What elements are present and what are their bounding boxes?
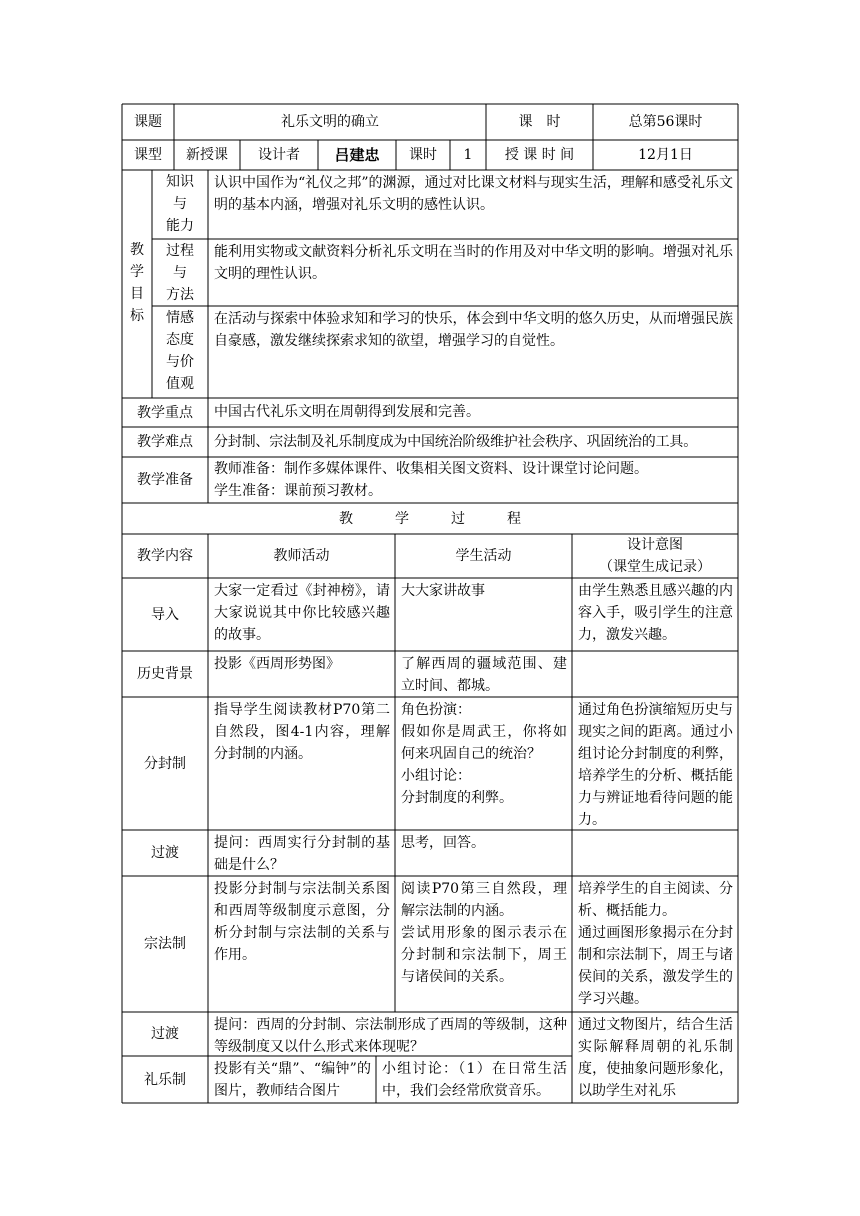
time-value: 12月1日 [638, 147, 693, 163]
process-title: 教 学 过 程 [339, 510, 521, 527]
table-row-student: 阅读P70第三自然段，理解宗法制的内涵。 尝试用形象的图示表示在分封制和宗法制下，周王与诸侯间的关系。 [401, 881, 567, 985]
table-row-teacher: 投影《西周形势图》 [214, 656, 340, 672]
column-header-student: 学生活动 [455, 548, 512, 564]
goal-name-emotion: 情感 态度 与价 值观 [166, 310, 194, 392]
column-header-teacher: 教师活动 [273, 548, 330, 564]
goal-text-process: 能利用实物或文献资料分析礼乐文明在当时的作用及对中华文明的影响。增强对礼乐文明的理性认识。 [214, 244, 733, 282]
table-row-student: 角色扮演： 假如你是周武王，你将如何来巩固自己的统治？ 小组讨论： 分封制度的利弊。 [401, 702, 567, 806]
table-row-merged: 提问：西周的分封制、宗法制形成了西周的等级制，这种等级制度又以什么形式来体现呢？ [214, 1017, 567, 1055]
table-row-teacher: 提问：西周实行分封制的基础是什么？ [214, 835, 390, 873]
table-row-student: 思考，回答。 [401, 835, 485, 851]
table-row-intent: 培养学生的自主阅读、分析、概括能力。 通过画图形象揭示在分封制和宗法制下，周王与诸侯间的关系，激发学生的学习兴趣。 [578, 881, 733, 1007]
key-point-text: 中国古代礼乐文明在周朝得到发展和完善。 [214, 404, 480, 420]
type-value: 新授课 [186, 147, 228, 163]
column-header-intent: 设计意图 （课堂生成记录） [599, 537, 711, 575]
preparation-label: 教学准备 [137, 472, 193, 488]
table-row-intent: 由学生熟悉且感兴趣的内容入手，吸引学生的注意力，激发兴趣。 [578, 583, 733, 643]
table-row-content: 历史背景 [137, 666, 193, 682]
goal-name-process: 过程 与 方法 [166, 243, 194, 303]
table-row-student: 大大家讲故事 [401, 583, 485, 599]
difficulty-label: 教学难点 [137, 434, 193, 450]
table-row-content: 过渡 [151, 845, 179, 861]
hours-label: 课时 [409, 147, 437, 163]
goal-name-knowledge: 知识 与 能力 [166, 174, 194, 234]
type-label: 课型 [134, 147, 162, 163]
table-row-content: 导入 [151, 606, 179, 623]
column-header-content: 教学内容 [137, 548, 193, 564]
table-row-intent [572, 651, 738, 697]
goals-label-char: 教 [130, 242, 144, 258]
table-row-content: 礼乐制 [144, 1071, 186, 1088]
table-row-content: 宗法制 [144, 936, 186, 952]
preparation-text: 教师准备：制作多媒体课件、收集相关图文资料、设计课堂讨论问题。 学生准备：课前预习教材。 [214, 461, 648, 499]
goal-text-knowledge: 认识中国作为“礼仪之邦”的渊源，通过对比课文材料与现实生活，理解和感受礼乐文明的基本内涵，增强对礼乐文明的感性认识。 [214, 175, 733, 213]
table-row-intent: 通过角色扮演缩短历史与现实之间的距离。通过小组讨论分封制度的利弊，培养学生的分析、概括能力与辨证地看待问题的能力。 [578, 702, 733, 828]
designer-label: 设计者 [258, 147, 300, 163]
difficulty-text: 分封制、宗法制及礼乐制度成为中国统治阶级维护社会秩序、巩固统治的工具。 [214, 434, 697, 450]
table-row-content: 过渡 [151, 1026, 179, 1042]
table-row-student: 小组讨论：（1）在日常生活中，我们会经常欣赏音乐。 [382, 1061, 567, 1099]
period-value: 总第56课时 [628, 114, 703, 130]
table-row-student: 了解西周的疆域范围、建立时间、都城。 [401, 656, 567, 694]
table-row-teacher: 指导学生阅读教材P70第二自然段，图4-1内容，理解分封制的内涵。 [214, 702, 390, 762]
table-row-intent: 通过文物图片，结合生活实际解释周朝的礼乐制度，使抽象问题形象化，以助学生对礼乐 [578, 1017, 733, 1099]
goals-label-char: 目 [130, 286, 144, 302]
goals-label-char: 学 [130, 264, 144, 280]
topic-value: 礼乐文明的确立 [281, 114, 379, 130]
table-row-content: 分封制 [144, 755, 186, 772]
table-row-teacher: 投影有关“鼎”、“编钟”的图片，教师结合图片 [214, 1061, 371, 1099]
table-row-intent [572, 830, 738, 876]
goal-text-emotion: 在活动与探索中体验求知和学习的快乐，体会到中华文明的悠久历史，从而增强民族自豪感，激发继续探索求知的欲望，增强学习的自觉性。 [214, 311, 733, 349]
key-point-label: 教学重点 [137, 404, 193, 421]
goals-label-char: 标 [130, 308, 144, 324]
table-row-teacher: 投影分封制与宗法制关系图和西周等级制度示意图，分析分封制与宗法制的关系与作用。 [214, 881, 390, 963]
hours-value: 1 [463, 147, 473, 163]
time-label: 授 课 时 间 [504, 147, 575, 163]
designer-value: 吕建忠 [334, 146, 380, 164]
period-label: 课 时 [518, 114, 561, 130]
topic-label: 课题 [134, 114, 162, 130]
table-row-teacher: 大家一定看过《封神榜》，请大家说说其中你比较感兴趣的故事。 [214, 583, 390, 643]
